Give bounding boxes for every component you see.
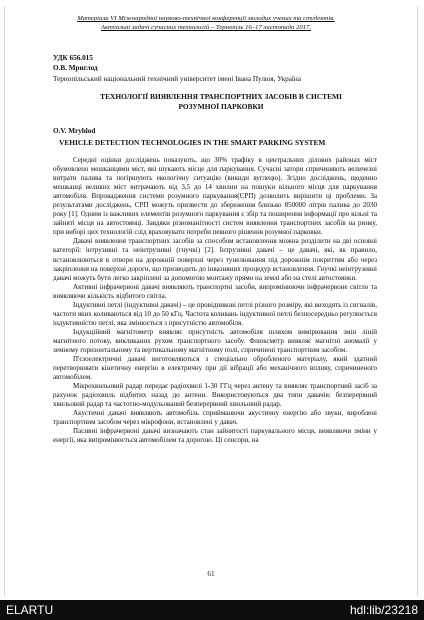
paragraph: Індуктивні петлі (індуктивні давачі) – це провідникові петлі різного розміру, які виходять із сигналів, частоти яких коливаються від 10 до 50 кГц. Частота коливань індуктивної петлі безпосередньо регулюється індуктивністю петлі, яка змінюється з присутністю автомобіля. xyxy=(53,300,377,327)
affiliation: Тернопільський національний технічний університет імені Івана Пулюя, Україна xyxy=(53,75,301,83)
paragraph: Середні оцінки досліджень показують, що 30% трафіку в центральних ділових районах міст обумовлено мешканцями міст, які шукають місце для паркування. Сучасні затори спричиняють величезні витрати палива та погіршують екологічну ситуацію (викиди вуглецю). Згідно досліджень, щоденно мешканці великих міст витрачають від 3,5 до 14 хвилин на пошуки вільного місця для паркування автомобіля. Впровадження системи розумного паркування(СРП) дозволить вирішити ці проблеми. За результатами досліджень, СРП можуть призвести до збереження близько 850000 літрів палива до 2030 року [1]. Одним із важливих елементів розумного паркування є збір та поширення інформації про вільні та зайняті місця на автостоянці. Завдяки різноманітності систем виявлення транспортних засобів на ринку, при виборі цих технологій слід враховувати потреби певного рішення розумної парковки. xyxy=(53,156,377,237)
paragraph: Пасивні інфрачервоні давачі визначають стан зайнятості паркувального місця, виявляючи зміни у енергії, яка випромінюється автомобілем та дорогою. Ці сенсори, на xyxy=(53,427,377,445)
page-number: 61 xyxy=(207,570,215,578)
paragraph: Індукційний магнітометр виявляє присутність автомобіля шляхом вимірювання змін ліній магнітного потоку, викликаних рухом транспортного засобу. Флюксметр виявляє магнітні аномалії у земному горизонтальному та вертикальному магнітному полі, спричинені транспортним засобом. xyxy=(53,327,377,354)
conference-header-line-2: Актуальні задачі сучасних технологій – Тернопіль 16–17 листопада 2017. xyxy=(100,24,312,31)
document-page xyxy=(4,6,418,596)
conference-header xyxy=(21,14,391,32)
paragraph: Давачі виявлення транспортних засобів за способом встановлення можна розділити на дві основні категорії: інтрузивні та неінтрузивні (гнучкі) [2]. Інтрузивні давачі – це давачі, які, як правило, встановлюються в отвори на дорожній поверхні через тунелювання під дорожнім покриттям або через закріплення на поверхні дороги, що призводить до інвазивних процедур встановлення. Гнучкі неінтрузивні давачі можуть бути легко закріплені за допомогою монтажу прямо на землі або на стелі автостоянки. xyxy=(53,237,377,282)
footer-bar xyxy=(0,600,424,620)
footer-repository-label: ELARTU xyxy=(6,603,54,617)
udk-code: УДК 656.015 xyxy=(53,54,93,62)
author-ua: О.В. Мриглод xyxy=(53,64,98,72)
paragraph: П'єзоелектричні давачі виготовляються з спеціально обробленого матеріалу, який здатний перетворювати кінетичну енергію в електричну при дії вібрації або механічного впливу, спричиненого автомобілем. xyxy=(53,355,377,382)
author-en: O.V. Mryhlod xyxy=(53,127,96,135)
title-ua: ТЕХНОЛОГІЇ ВИЯВЛЕННЯ ТРАНСПОРТНИХ ЗАСОБІВ В СИСТЕМІ РОЗУМНОЇ ПАРКОВКИ xyxy=(100,92,342,111)
conference-header-line-1: Матеріали VI Міжнародної науково-технічної конференції молодих учених та студентів. xyxy=(77,15,335,22)
footer-handle-link[interactable]: hdl:lib/23218 xyxy=(349,603,418,617)
title-en: VEHICLE DETECTION TECHNOLOGIES IN THE SMART PARKING SYSTEM xyxy=(59,138,326,147)
paragraph: Мікрохвильовий радар передає радіохвилі 1-30 ГГц через антену та виявляє транспортний засіб за рахунок радіохвиль відбитих назад до антени. Використовуються два типи давачів: безперервний хвильовий радар та частотно-модульований безперервний хвильовий радар. xyxy=(53,382,377,409)
paragraph: Акустичні давачі виявляють автомобіль сприйманючи акустичну енергію або звуки, вироблені транспортним засобом через мікрофони, встановлені у давач. xyxy=(53,409,377,427)
paragraph: Активні інфрачервоні давачі виявляють транспортні засоби, випромінюючи інфрачервоне світло та виявляючи кількість відбитого світла. xyxy=(53,282,377,300)
article-body xyxy=(53,156,377,446)
